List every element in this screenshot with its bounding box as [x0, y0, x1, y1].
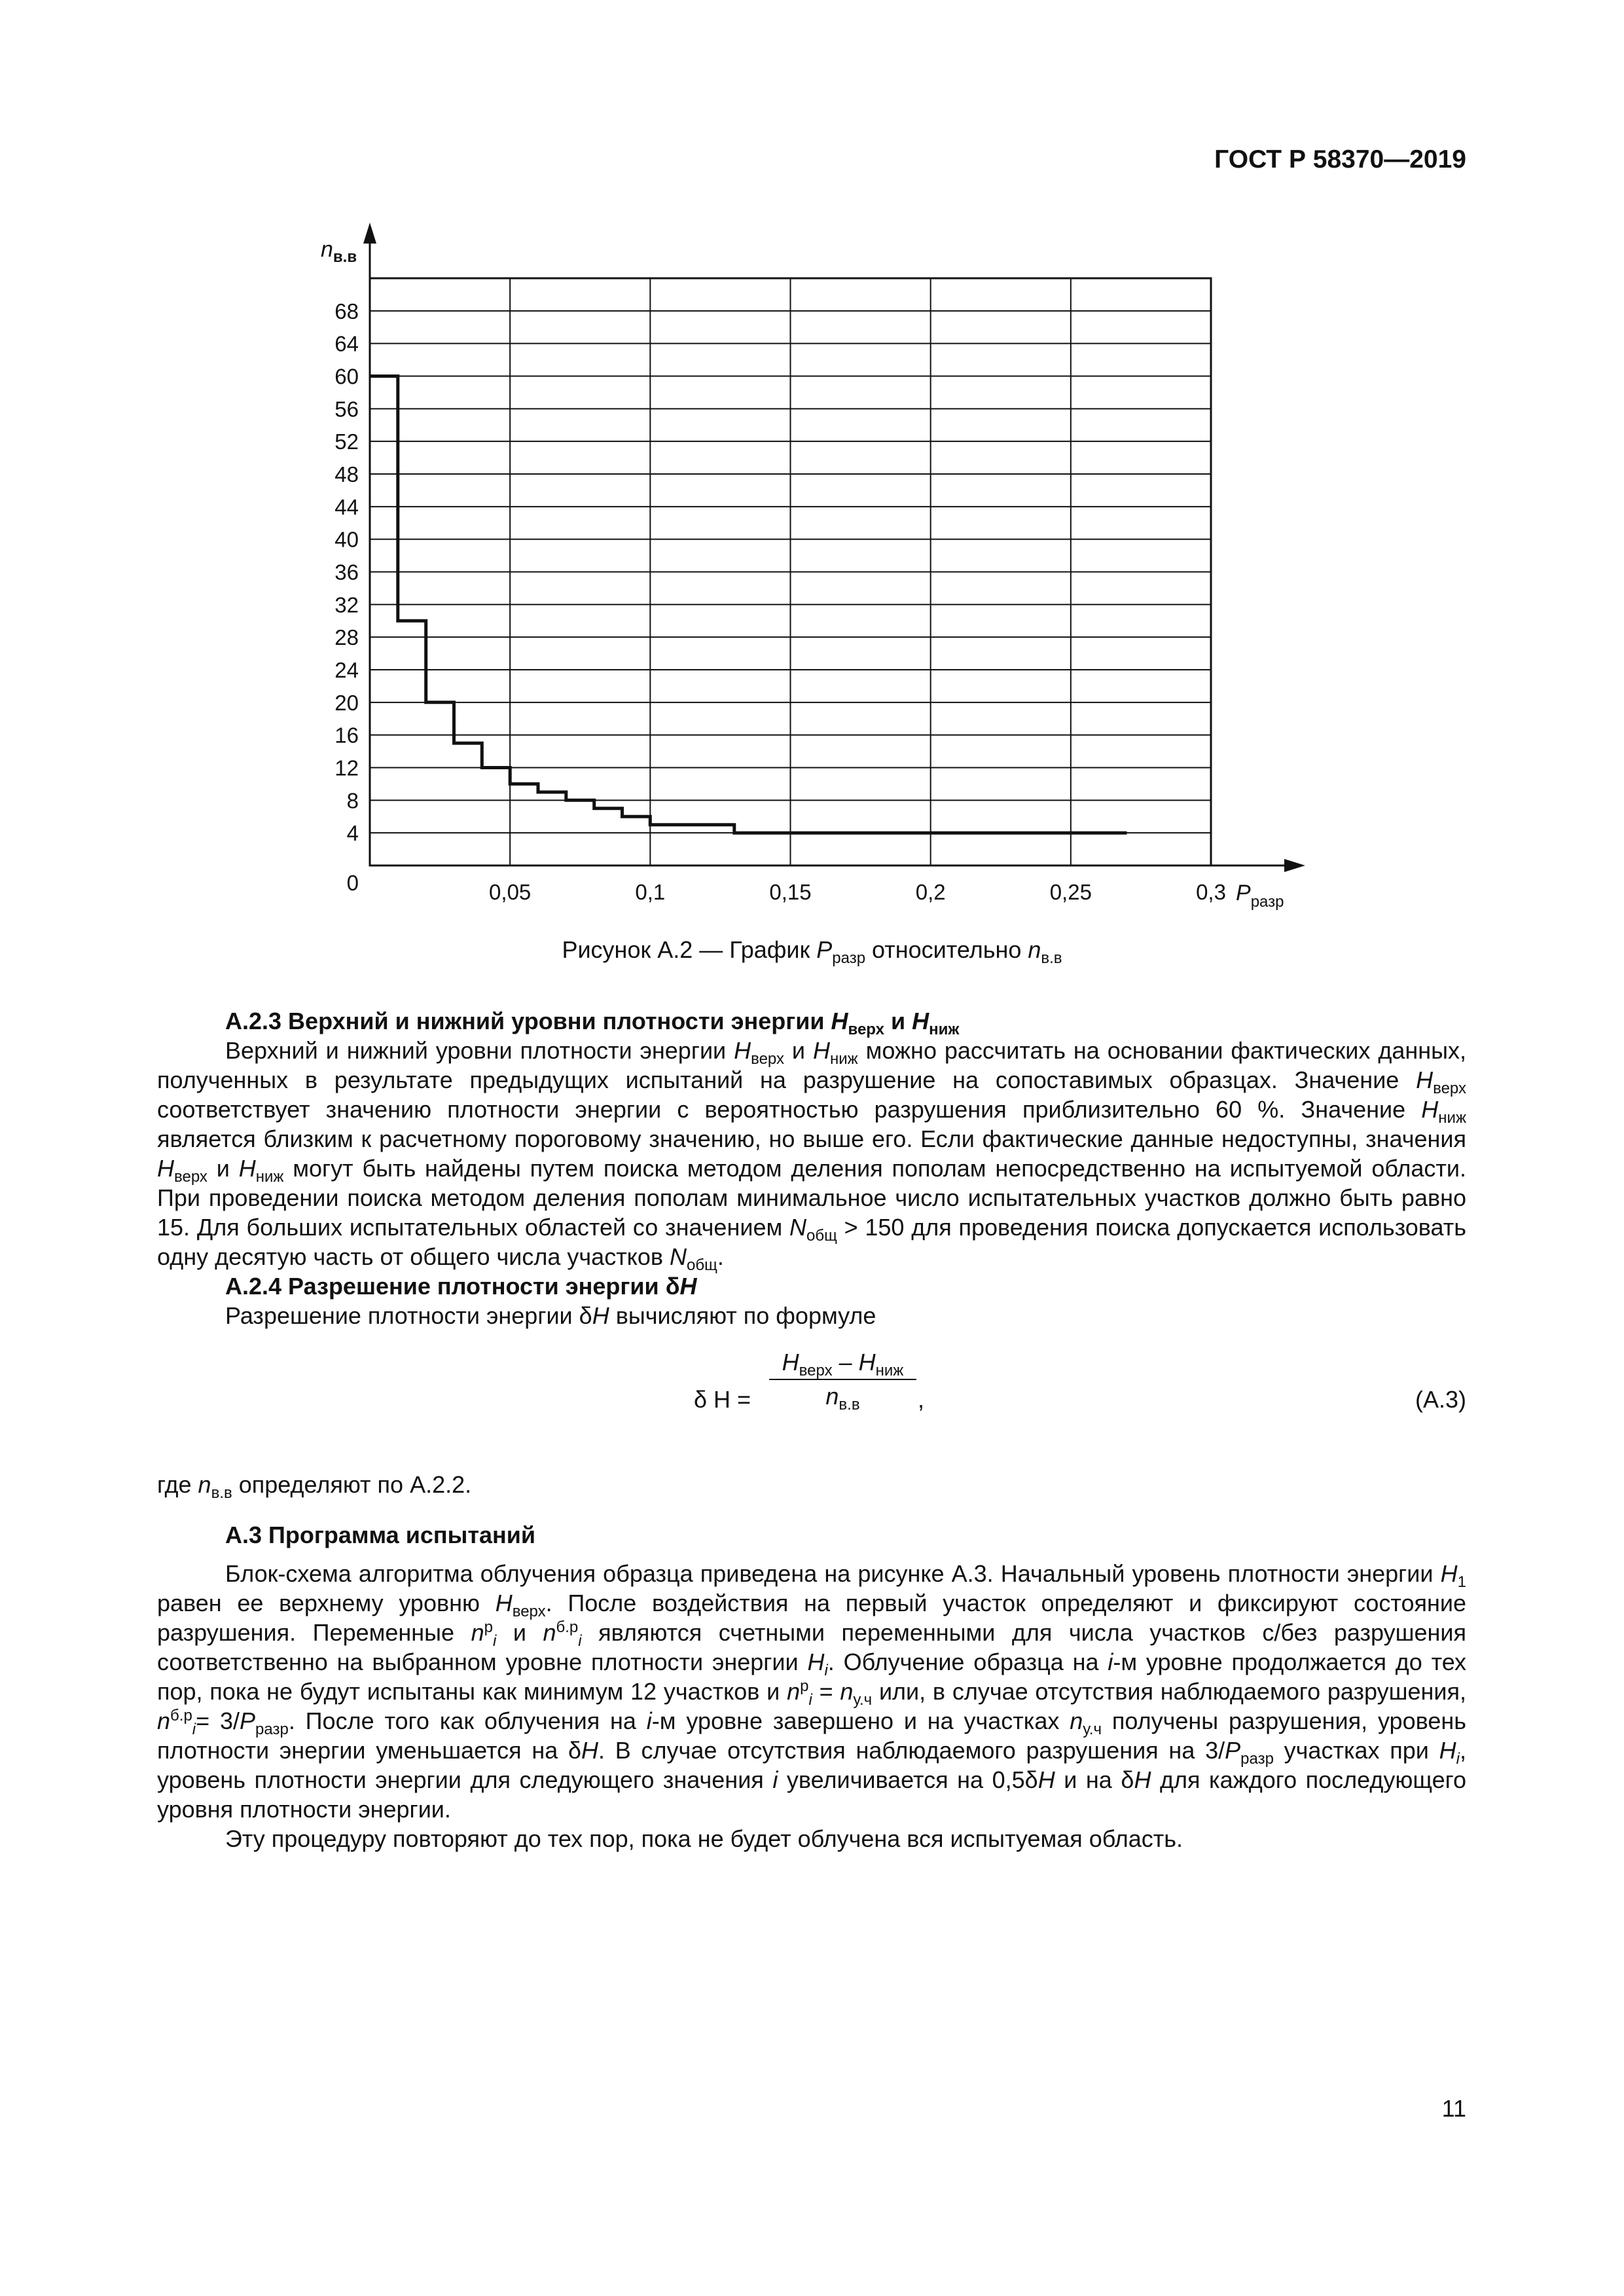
section-a3-paragraph: Блок-схема алгоритма облучения образца приведена на рисунке А.3. Начальный уровень плотности энергии $H_1$ равен ее верхнему уровню $H_{верх}$. После воздействия на первый участок определяют и фиксируют состояние разрушения. Переменные $n^р_i$ и $n^{б.р}_i$ являются счетными переменными для числа участков с/без разрушения соответственно на выбранном уровне плотности энергии $H_i$. Облучение образца на i-м уровне продолжается до тех пор, пока не будут испытаны как минимум 12 участков и $n^р_i = n_{у.ч}$ или, в случае отсутствия наблюдаемого разрушения, $n^{б.р}_i= 3/P_{разр}$. После того как облучения на i-м уровне завершено и на участках $n_{у.ч}$ получены разрушения, уровень плотности энергии уменьшается на δH. В случае отсутствия наблюдаемого разрушения на $3/P_{разр}$ участках при $H_i$, уровень плотности энергии для следующего значения i увеличивается на 0,5δH и на δH для каждого последующего уровня плотности энергии.	[157, 1560, 1467, 1823]
y-tick-label: 12	[334, 756, 359, 780]
page-number: 11	[1441, 2095, 1466, 2122]
y-tick-label: 16	[334, 723, 359, 748]
x-tick-label: 0,15	[769, 880, 812, 904]
y-tick-label: 36	[334, 560, 359, 585]
y-tick-label: 52	[334, 429, 359, 454]
y-tick-label: 68	[334, 299, 359, 323]
step-chart	[0, 0, 1624, 930]
section-a3	[157, 1520, 1466, 1853]
section-a24-title: А.2.4 Разрешение плотности энергии δH	[225, 1273, 697, 1300]
y-tick-label: 4	[346, 821, 359, 846]
y-tick-label: 20	[334, 690, 359, 715]
x-tick-label: 0,2	[915, 880, 946, 904]
equation-number: (А.3)	[1415, 1386, 1466, 1413]
y-tick-label: 8	[346, 788, 359, 813]
section-a24-paragraph: Разрешение плотности энергии δH вычисляют по формуле	[225, 1302, 876, 1329]
chart-axes	[363, 223, 1305, 872]
y-axis-label: $n_{в.в}$	[321, 237, 357, 266]
y-tick-labels	[334, 299, 359, 895]
x-tick-label: 0,05	[489, 880, 532, 904]
x-tick-labels	[489, 880, 1226, 904]
y-tick-label: 0	[346, 871, 359, 895]
formula-comma: ,	[918, 1386, 925, 1413]
section-a3-title: А.3 Программа испытаний	[225, 1522, 535, 1548]
x-tick-label: 0,3	[1196, 880, 1226, 904]
y-tick-label: 44	[334, 494, 359, 519]
section-a23-title: А.2.3 Верхний и нижний уровни плотности энергии $H_{верх}$ и $H_{ниж}$	[225, 1008, 960, 1039]
y-tick-label: 32	[334, 592, 359, 617]
y-tick-label: 28	[334, 625, 359, 650]
section-a23	[157, 1006, 1466, 1330]
y-tick-label: 64	[334, 331, 359, 356]
y-tick-label: 56	[334, 397, 359, 422]
y-tick-label: 48	[334, 462, 359, 486]
figure-caption: Рисунок А.2 — График $P_{разр}$ относительно $n_{в.в}$	[562, 936, 1062, 968]
formula-lhs: δ H =	[694, 1386, 751, 1413]
y-tick-label: 60	[334, 364, 359, 389]
y-tick-label: 24	[334, 658, 359, 682]
y-tick-label: 40	[334, 527, 359, 552]
x-axis-label: $P_{разр}$	[1236, 881, 1284, 911]
x-axis-arrow	[1284, 859, 1305, 872]
chart-grid	[370, 278, 1211, 866]
section-a23-paragraph: Верхний и нижний уровни плотности энергии $H_{верх}$ и $H_{ниж}$ можно рассчитать на основании фактических данных, полученных в результате предыдущих испытаний на разрушение на сопоставимых образцах. Значение $H_{верх}$ соответствует значению плотности энергии с вероятностью разрушения приблизительно 60 %. Значение $H_{ниж}$ является близким к расчетному пороговому значению, но выше его. Если фактические данные недоступны, значения $H_{верх}$ и $H_{ниж}$ могут быть найдены путем поиска методом деления пополам непосредственно на испытуемой области. При проведении поиска методом деления пополам минимальное число испытательных участков должно быть равно 15. Для больших испытательных областей со значением $N_{общ} > 150$ для проведения поиска допускается использовать одну десятую часть от общего числа участков $N_{общ}$.	[157, 1037, 1467, 1275]
x-tick-label: 0,25	[1049, 880, 1092, 904]
y-axis-arrow	[363, 223, 376, 244]
document-id: ГОСТ Р 58370—2019	[1214, 145, 1466, 173]
where-line: где $n_{в.в}$ определяют по А.2.2.	[157, 1471, 472, 1503]
x-tick-label: 0,1	[635, 880, 666, 904]
formula-fraction: $H_{верх} - H_{ниж}$ $n_{в.в}$	[769, 1349, 916, 1410]
section-a3-paragraph-2: Эту процедуру повторяют до тех пор, пока не будет облучена вся испытуемая область.	[225, 1825, 1183, 1852]
